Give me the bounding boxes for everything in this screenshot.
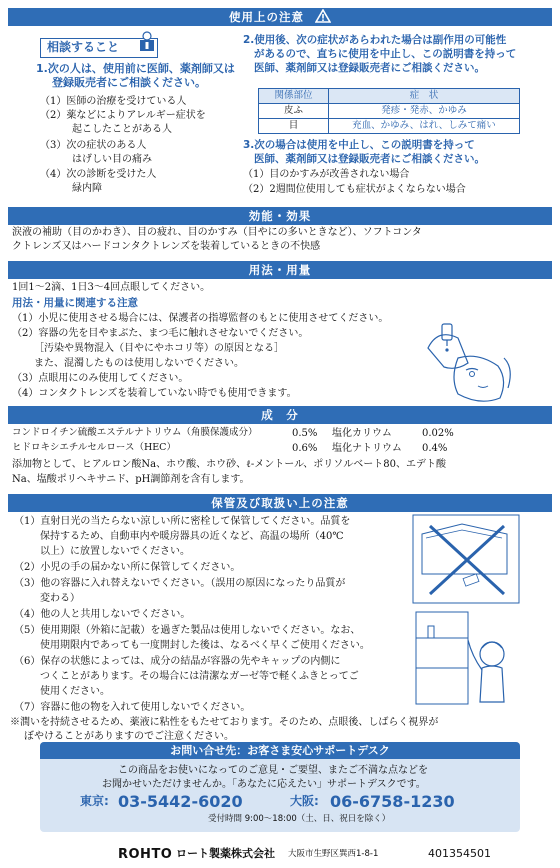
contact-line-2: お聞かせいただけませんか。「あなたに応えたい」サポートデスクです。 bbox=[102, 779, 426, 790]
s1-heading-2: 登録販売者にご相談ください。 bbox=[52, 76, 206, 89]
storage-note-1: ※潤いを持続させるため、薬液に粘性をもたせております。そのため、点眼後、しばらく視界が bbox=[10, 717, 439, 728]
ingredient-1-amount: 0.5% bbox=[292, 428, 318, 439]
storage-item-5b: 使用期限内であっても一度開封した後は、なるべく早くご使用ください。 bbox=[40, 640, 370, 651]
storage-note-2: ぼやけることがありますのでご注意ください。 bbox=[24, 731, 234, 742]
s1-heading-1: 1.次の人は、使用前に医師、薬剤師又は bbox=[36, 62, 235, 75]
eyedrop-illustration bbox=[408, 318, 528, 408]
table-cell-symptom: 充血、かゆみ、はれ、しみて痛い bbox=[329, 119, 520, 134]
ingredient-4-amount: 0.4% bbox=[422, 443, 448, 454]
no-car-storage-illustration bbox=[412, 514, 520, 604]
caution-title: 使用上の注意 bbox=[228, 10, 304, 24]
caution-header bbox=[8, 8, 552, 26]
ingredients-header: 成 分 bbox=[8, 406, 552, 424]
efficacy-line-2: クトレンズ又はハードコンタクトレンズを装着しているときの不快感 bbox=[12, 241, 321, 252]
efficacy-line-1: 涙液の補助（目のかわき）、目の疲れ、目のかすみ（目やにの多いときなど）、ソフトコンタ bbox=[12, 227, 422, 238]
s2-heading-1: 2.使用後、次の症状があらわれた場合は副作用の可能性 bbox=[243, 34, 507, 46]
contact-hours: 受付時間 9:00～18:00（土、日、祝日を除く） bbox=[208, 814, 391, 824]
efficacy-header: 効能・効果 bbox=[8, 207, 552, 225]
s1-item-2: （2）薬などによりアレルギー症状を bbox=[40, 110, 206, 121]
storage-item-1b: 保持するため、自動車内や暖房器具の近くなど、高温の場所（40℃ bbox=[40, 531, 344, 542]
table-cell-symptom: 発疹・発赤、かゆみ bbox=[329, 104, 520, 119]
ingredient-2-amount: 0.6% bbox=[292, 443, 318, 454]
storage-item-3b: 変わる） bbox=[40, 593, 80, 604]
company-address: 大阪市生野区巽西1-8-1 bbox=[288, 849, 379, 859]
s1-item-1: （1）医師の治療を受けている人 bbox=[40, 96, 187, 107]
table-cell-part: 目 bbox=[259, 119, 329, 134]
tokyo-phone[interactable]: 03-5442-6020 bbox=[118, 792, 243, 811]
storage-item-3: （3）他の容器に入れ替えないでください。（誤用の原因になったり品質が bbox=[14, 578, 346, 589]
warning-icon bbox=[315, 9, 331, 23]
s1-item-4b: 緑内障 bbox=[72, 183, 102, 194]
storage-item-6b: つくことがあります。その場合には清潔なガーゼ等で軽くふきとってご bbox=[40, 671, 359, 682]
s1-item-3b: はげしい目の痛み bbox=[72, 154, 152, 165]
storage-item-7: （7）容器に他の物を入れて使用しないでください。 bbox=[14, 702, 251, 713]
storage-item-1: （1）直射日光の当たらない涼しい所に密栓して保管してください。品質を bbox=[14, 516, 351, 527]
usage-item-3: （3）点眼用にのみ使用してください。 bbox=[12, 373, 189, 384]
doctor-icon bbox=[138, 30, 156, 52]
table-cell-part: 皮ふ bbox=[259, 104, 329, 119]
osaka-phone[interactable]: 06-6758-1230 bbox=[330, 792, 455, 811]
s2-heading-2: があるので、直ちに使用を中止し、この説明書を持って bbox=[254, 48, 517, 60]
s1-item-4: （4）次の診断を受けた人 bbox=[40, 169, 157, 180]
additives-line-1: 添加物として、ヒアルロン酸Na、ホウ酸、ホウ砂、ℓ-メントール、ポリソルベート80、エデト酸 bbox=[12, 459, 447, 470]
storage-item-2: （2）小児の手の届かない所に保管してください。 bbox=[14, 562, 241, 573]
ingredient-3-amount: 0.02% bbox=[422, 428, 454, 439]
storage-item-5: （5）使用期限（外箱に記載）を過ぎた製品は使用しないでください。なお、 bbox=[14, 625, 361, 636]
storage-item-4: （4）他の人と共用しないでください。 bbox=[14, 609, 191, 620]
brand-logo: ROHTO bbox=[118, 847, 173, 862]
contact-header: お問い合せ先：お客さま安心サポートデスク bbox=[40, 742, 520, 759]
s3-heading-2: 医師、薬剤師又は登録販売者にご相談ください。 bbox=[254, 153, 485, 165]
usage-item-2: （2）容器の先を目やまぶた、まつ毛に触れさせないでください。 bbox=[12, 328, 309, 339]
usage-dose: 1回1～2滴、1日3～4回点眼してください。 bbox=[12, 282, 211, 293]
contact-box bbox=[40, 742, 520, 832]
ingredient-1-name: コンドロイチン硫酸エステルナトリウム（角膜保護成分） bbox=[12, 427, 258, 438]
company-name: ロート製薬株式会社 bbox=[176, 847, 275, 860]
tokyo-label: 東京: bbox=[80, 794, 109, 808]
usage-item-2c: また、混濁したものは使用しないでください。 bbox=[34, 358, 244, 369]
child-reaching-illustration bbox=[412, 608, 520, 708]
storage-item-6: （6）保存の状態によっては、成分の結晶が容器の先やキャップの内側に bbox=[14, 656, 341, 667]
storage-item-1c: 以上）に放置しないでください。 bbox=[40, 546, 190, 557]
osaka-label: 大阪: bbox=[290, 794, 319, 808]
product-code: 401354501 bbox=[428, 847, 491, 860]
s1-item-2b: 起こしたことがある人 bbox=[72, 124, 172, 135]
storage-header: 保管及び取扱い上の注意 bbox=[8, 494, 552, 512]
contact-line-1: この商品をお使いになってのご意見・ご要望、またご不満な点などを bbox=[118, 765, 428, 776]
storage-item-6c: 使用ください。 bbox=[40, 686, 110, 697]
s3-item-2: （2）2週間位使用しても症状がよくならない場合 bbox=[243, 184, 466, 195]
s3-heading-1: 3.次の場合は使用を中止し、この説明書を持って bbox=[243, 139, 475, 151]
ingredient-4-name: 塩化ナトリウム bbox=[332, 443, 402, 454]
ingredient-3-name: 塩化カリウム bbox=[332, 428, 392, 439]
usage-item-2b: ［汚染や異物混入（目やにやホコリ等）の原因となる］ bbox=[34, 343, 284, 354]
table-header-part: 関係部位 bbox=[259, 89, 329, 104]
side-effects-table bbox=[258, 88, 520, 134]
usage-related-heading: 用法・用量に関連する注意 bbox=[12, 297, 138, 309]
usage-item-4: （4）コンタクトレンズを装着していない時でも使用できます。 bbox=[12, 388, 297, 399]
ingredient-2-name: ヒドロキシエチルセルロース（HEC） bbox=[12, 442, 176, 453]
usage-item-1: （1）小児に使用させる場合には、保護者の指導監督のもとに使用させてください。 bbox=[12, 313, 389, 324]
s1-item-3: （3）次の症状のある人 bbox=[40, 140, 147, 151]
additives-line-2: Na、塩酸ポリヘキサニド、pH調節剤を含有します。 bbox=[12, 474, 250, 485]
s2-heading-3: 医師、薬剤師又は登録販売者にご相談ください。 bbox=[254, 62, 485, 74]
usage-header: 用法・用量 bbox=[8, 261, 552, 279]
consult-label: 相談すること bbox=[47, 40, 120, 54]
s3-item-1: （1）目のかすみが改善されない場合 bbox=[243, 169, 410, 180]
table-header-symptom: 症 状 bbox=[329, 89, 520, 104]
